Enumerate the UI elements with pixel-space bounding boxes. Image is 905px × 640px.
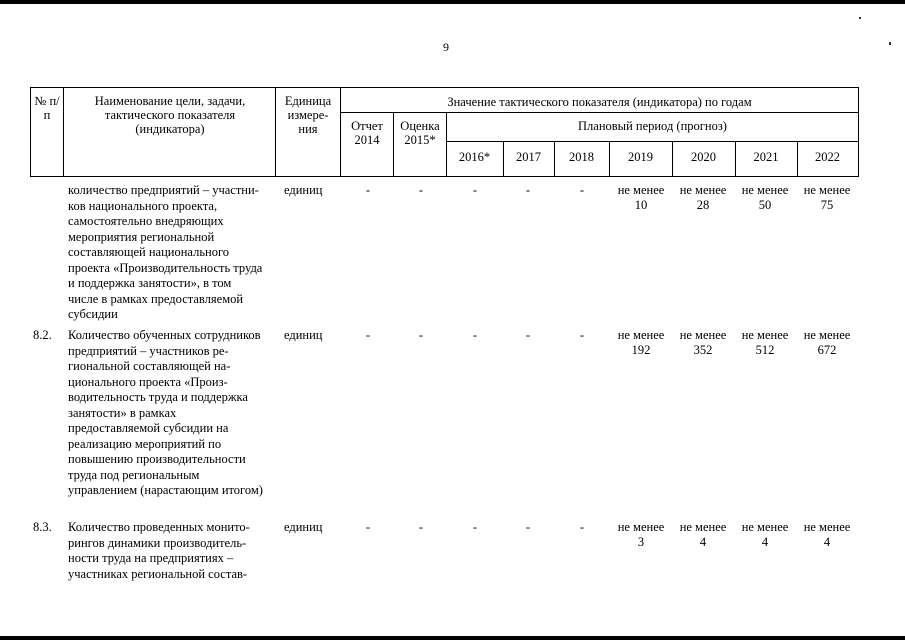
row-name-line: числе в рамках предоставляемой	[68, 291, 244, 306]
scan-edge-bottom	[0, 636, 905, 640]
row-name-line: гиональной составляющей на-	[68, 359, 231, 373]
value-prefix: не менее	[679, 328, 727, 342]
row-name-line: участниках региональной состав-	[68, 566, 248, 581]
row-dash: -	[472, 328, 478, 342]
row-name	[68, 520, 274, 582]
row-value	[673, 520, 733, 549]
row-name-line: Количество проведенных монито-	[68, 520, 250, 534]
table-rule	[340, 87, 341, 176]
row-name-line: повышению производительности	[68, 452, 246, 466]
row-name-line: субсидии	[68, 307, 118, 321]
value-number: 50	[758, 197, 772, 212]
row-name-line: реализацию мероприятий по	[68, 436, 222, 451]
row-name	[68, 328, 274, 499]
row-unit: единиц	[284, 328, 323, 342]
row-name	[68, 183, 274, 323]
row-dash: -	[579, 328, 585, 342]
table-rule	[340, 112, 859, 113]
table-rule	[30, 87, 859, 88]
scan-speck	[889, 42, 891, 45]
row-value	[797, 183, 857, 212]
table-rule	[30, 176, 859, 177]
table-rule	[446, 112, 447, 176]
header-year: 2019	[628, 150, 653, 164]
row-dash: -	[418, 328, 424, 342]
value-number: 352	[693, 342, 713, 357]
row-dash: -	[472, 520, 478, 534]
row-dash: -	[525, 183, 531, 197]
header-report: Отчет 2014	[351, 119, 383, 147]
value-number: 672	[817, 342, 837, 357]
header-year: 2020	[691, 150, 716, 164]
row-name-line: составляющей национального	[68, 245, 230, 259]
header-name: Наименование цели, задачи, тактического показателя (индикатора)	[94, 94, 246, 136]
row-value	[611, 520, 671, 549]
row-value	[797, 520, 857, 549]
row-number: 8.2.	[33, 328, 52, 342]
header-plan: Плановый период (прогноз)	[578, 119, 727, 133]
value-number: 192	[631, 342, 651, 357]
value-prefix: не менее	[617, 520, 665, 534]
row-value	[611, 183, 671, 212]
value-number: 4	[699, 534, 707, 549]
row-dash: -	[525, 328, 531, 342]
row-name-line: и поддержка занятости», в том	[68, 276, 232, 290]
row-unit: единиц	[284, 520, 323, 534]
table-rule	[63, 87, 64, 176]
row-name-line: водительность труда и поддержка	[68, 390, 248, 404]
row-value	[673, 328, 733, 357]
header-estimate: Оценка 2015*	[400, 119, 440, 147]
row-dash: -	[579, 183, 585, 197]
value-prefix: не менее	[617, 183, 665, 197]
row-value	[797, 328, 857, 357]
header-year: 2017	[516, 150, 541, 164]
table-rule	[275, 87, 276, 176]
row-name-line: труда под региональным	[68, 467, 200, 482]
scan-speck	[859, 17, 861, 19]
row-name-line: ности труда на предприятиях –	[68, 551, 234, 565]
header-year: 2021	[753, 150, 779, 164]
row-name-line: количество предприятий – участни-	[68, 183, 259, 197]
row-dash: -	[525, 520, 531, 534]
value-prefix: не менее	[679, 183, 727, 197]
row-value	[735, 520, 795, 549]
row-name-line: самостоятельно внедряющих	[68, 214, 224, 228]
row-value	[735, 328, 795, 357]
value-number: 75	[820, 197, 834, 212]
header-year: 2016*	[458, 150, 491, 164]
row-value	[673, 183, 733, 212]
value-prefix: не менее	[741, 328, 789, 342]
row-name-line: управлением (нарастающим итогом)	[68, 483, 263, 497]
row-value	[735, 183, 795, 212]
value-prefix: не менее	[803, 183, 851, 197]
value-prefix: не менее	[741, 520, 789, 534]
table-rule	[30, 87, 31, 176]
value-number: 28	[696, 197, 710, 212]
row-dash: -	[418, 520, 424, 534]
row-unit: единиц	[284, 183, 323, 197]
value-number: 4	[823, 534, 831, 549]
value-prefix: не менее	[803, 520, 851, 534]
row-name-line: ционального проекта «Произ-	[68, 374, 228, 389]
header-year: 2018	[569, 150, 594, 164]
row-number: 8.3.	[33, 520, 52, 534]
row-name-line: ков национального проекта,	[68, 198, 218, 213]
row-name-line: рингов динамики производитель-	[68, 535, 247, 550]
header-year: 2022	[815, 150, 840, 164]
row-name-line: проекта «Производительность труда	[68, 260, 263, 275]
value-prefix: не менее	[741, 183, 789, 197]
header-unit: Единица измере-ния	[284, 94, 332, 136]
value-number: 4	[761, 534, 769, 549]
row-name-line: предприятий – участников ре-	[68, 343, 229, 358]
row-dash: -	[365, 520, 371, 534]
value-prefix: не менее	[803, 328, 851, 342]
header-values: Значение тактического показателя (индикатора) по годам	[447, 95, 752, 109]
table-rule	[393, 112, 394, 176]
header-num: № п/п	[34, 94, 60, 122]
row-name-line: занятости» в рамках	[68, 405, 177, 420]
value-prefix: не менее	[617, 328, 665, 342]
scan-edge-top	[0, 0, 905, 4]
value-number: 512	[755, 342, 775, 357]
row-dash: -	[365, 328, 371, 342]
row-dash: -	[418, 183, 424, 197]
table-rule	[858, 87, 859, 176]
row-name-line: мероприятия региональной	[68, 229, 215, 244]
row-name-line: предоставляемой субсидии на	[68, 421, 229, 435]
row-dash: -	[365, 183, 371, 197]
value-number: 3	[637, 534, 645, 549]
value-prefix: не менее	[679, 520, 727, 534]
row-name-line: Количество обученных сотрудников	[68, 328, 261, 342]
value-number: 10	[634, 197, 648, 212]
row-dash: -	[472, 183, 478, 197]
row-dash: -	[579, 520, 585, 534]
page-number: 9	[443, 40, 449, 54]
row-value	[611, 328, 671, 357]
